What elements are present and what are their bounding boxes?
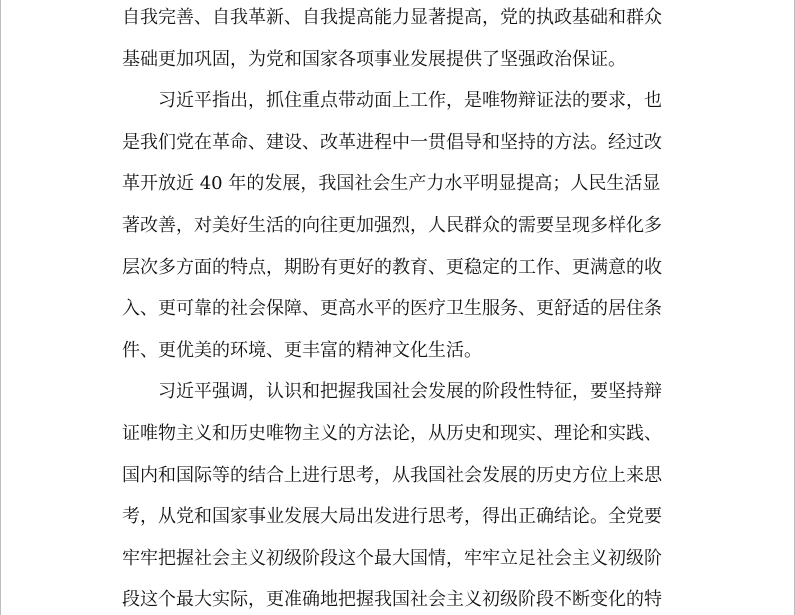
text-line: 证唯物主义和历史唯物主义的方法论，从历史和现实、理论和实践、: [122, 422, 662, 444]
text-line: 自我完善、自我革新、自我提高能力显著提高，党的执政基础和群众: [122, 7, 662, 28]
page-left-edge: [0, 0, 1, 615]
text-line: 层次多方面的特点，期盼有更好的教育、更稳定的工作、更满意的收: [122, 256, 662, 278]
paragraph-first-line: 习近平指出，抓住重点带动面上工作，是唯物辩证法的要求，也: [158, 90, 662, 112]
text-line: 考，从党和国家事业发展大局出发进行思考，得出正确结论。全党要: [122, 506, 662, 528]
text-line: 牢牢把握社会主义初级阶段这个最大国情，牢牢立足社会主义初级阶: [122, 547, 662, 569]
document-body: [122, 0, 680, 615]
text-line: 基础更加巩固，为党和国家各项事业发展提供了坚强政治保证。: [122, 48, 626, 70]
text-line: 是我们党在革命、建设、改革进程中一贯倡导和坚持的方法。经过改: [122, 131, 662, 153]
text-line: 著改善，对美好生活的向往更加强烈，人民群众的需要呈现多样化多: [122, 214, 662, 236]
text-line: 国内和国际等的结合上进行思考，从我国社会发展的历史方位上来思: [122, 464, 662, 486]
text-line: 革开放近 40 年的发展，我国社会生产力水平明显提高；人民生活显: [122, 173, 661, 195]
text-line: 件、更优美的环境、更丰富的精神文化生活。: [122, 339, 482, 361]
paragraph-first-line: 习近平强调，认识和把握我国社会发展的阶段性特征，要坚持辩: [158, 381, 662, 403]
text-line: 入、更可靠的社会保障、更高水平的医疗卫生服务、更舒适的居住条: [122, 298, 662, 320]
text-line: 段这个最大实际，更准确地把握我国社会主义初级阶段不断变化的特: [122, 589, 662, 611]
